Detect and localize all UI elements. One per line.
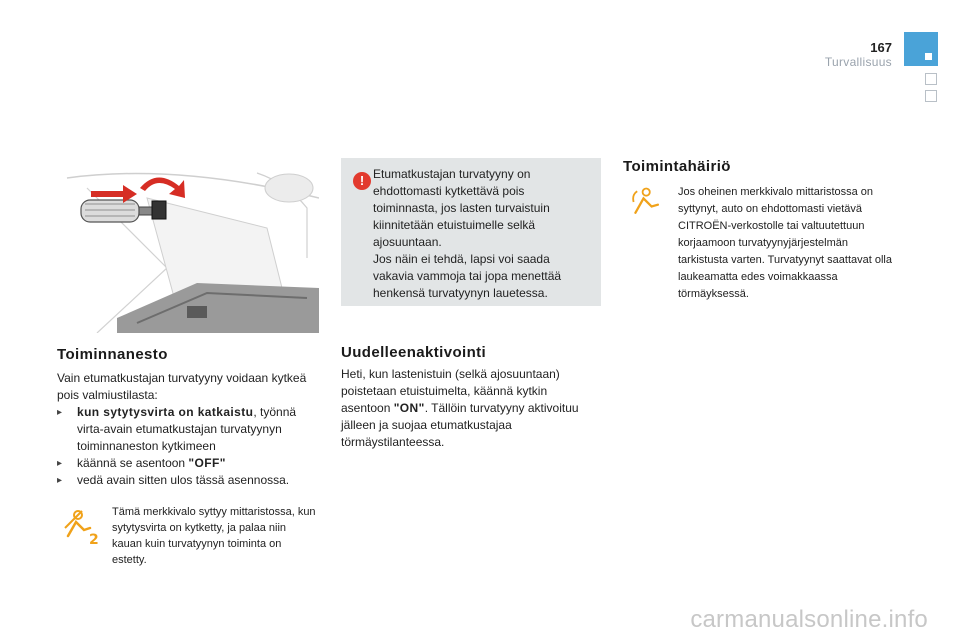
deactivation-heading: Toiminnanesto — [57, 346, 168, 363]
deactivation-step-1 — [57, 404, 322, 455]
deactivation-step-3: ▸ vedä avain sitten ulos tässä asennossa. — [57, 472, 322, 489]
section-title: Turvallisuus — [824, 55, 892, 69]
warning-line-2: Jos näin ei tehdä, lapsi voi saada vakavia vammoja tai jopa menettää henkensä turvatyynyn lauetessa. — [373, 252, 562, 300]
reactivation-text-b: . Tällöin turvatyyny aktivoituu jälleen ja suojaa etumatkustajaa törmäystilanteessa. — [341, 401, 579, 449]
reactivation-text-a: Heti, kun lastenistuin (selkä ajosuuntaan) poistetaan etuistuimelta, käännä kytkin asentoon — [341, 367, 560, 415]
airbag-key-switch-illustration — [57, 158, 319, 333]
step-2-position: "OFF" — [188, 456, 226, 470]
key-illustration — [81, 200, 166, 222]
warning-icon: ! — [353, 172, 371, 190]
warning-box — [341, 158, 601, 306]
watermark: carmanualsonline.info — [690, 606, 928, 633]
step-1-action: , työnnä virta-avain etumatkustajan turvatyynyn toiminnaneston kytkimeen — [77, 405, 297, 453]
section-tab[interactable] — [925, 90, 937, 102]
airbag-off-note: Tämä merkkivalo syttyy mittaristossa, kun sytytysvirta on kytketty, ja palaa niin kauan kuin turvatyynyn toiminta on estetty. — [112, 506, 316, 566]
deactivation-text — [57, 370, 322, 489]
warning-line-1: Etumatkustajan turvatyyny on ehdottomasti kytkettävä pois toiminnasta, jos lasten turvaistuin kiinnitetään etuistuimelle selkä ajosuuntaan. — [373, 167, 550, 249]
airbag-fault-warning-icon — [630, 184, 666, 220]
step-2-action: käännä se asentoon — [77, 456, 189, 470]
reactivation-text — [341, 366, 581, 451]
reactivation-heading: Uudelleenaktivointi — [341, 344, 487, 361]
deactivation-step-2 — [57, 455, 322, 472]
page-number: 167 — [870, 40, 892, 55]
deactivation-intro: Vain etumatkustajan turvatyyny voidaan kytkeä pois valmiustilasta: — [57, 371, 307, 402]
warning-text — [373, 166, 588, 302]
step-1-condition: kun sytytysvirta on katkaistu — [77, 405, 254, 419]
section-tab[interactable] — [925, 73, 937, 85]
section-tab-active[interactable] — [904, 32, 938, 66]
svg-text:2: 2 — [89, 532, 99, 546]
malfunction-heading: Toimintahäiriö — [623, 158, 731, 175]
reactivation-position: "ON" — [393, 401, 425, 415]
airbag-off-warning-icon — [62, 506, 102, 546]
malfunction-text: Jos oheinen merkkivalo mittaristossa on syttynyt, auto on ehdottomasti vietävä CITROËN-verkostolle tai valtuutettuun korjaamoon turvatyynyjärjestelmän tarkistusta varten. Turvatyynyt saattavat olla laukeamatta edes voimakkaassa törmäyksessä. — [678, 186, 892, 300]
